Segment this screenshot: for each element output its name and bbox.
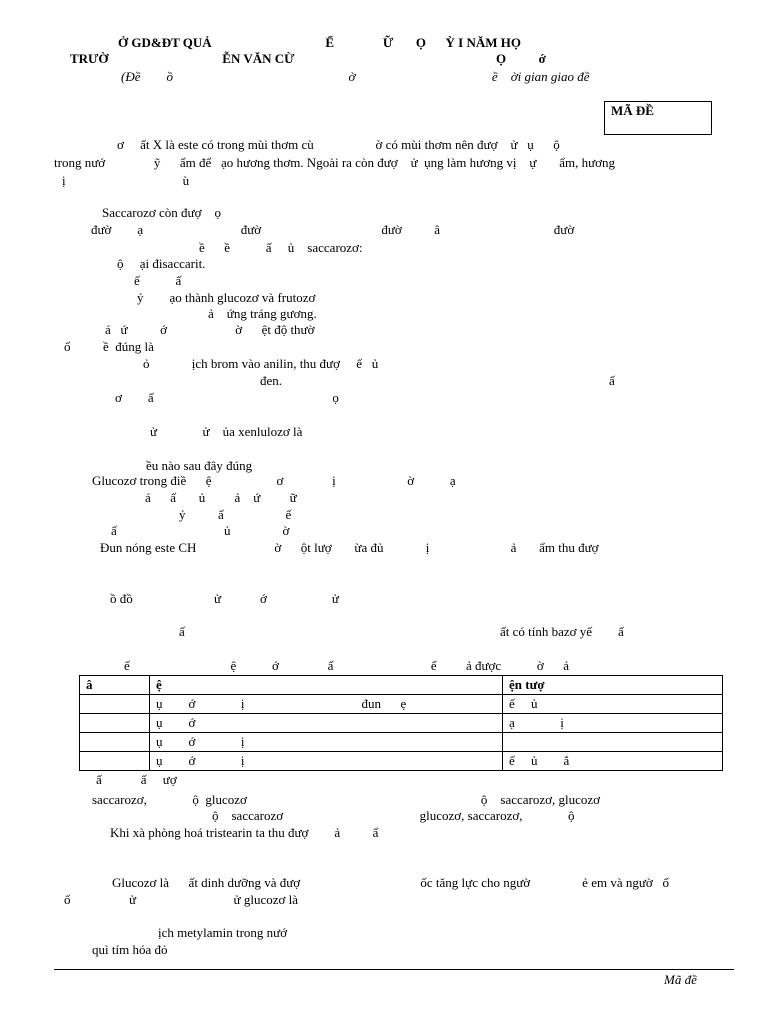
table-cell [80,714,150,733]
table-cell [503,733,723,752]
footer-divider [54,969,734,970]
text-line: ộ ại đisaccarit. [117,256,206,271]
text-line: ố ề đúng là [64,339,154,354]
text-line: ất có tính bazơ yế ấ [500,624,624,639]
table-header-cell: â [80,676,150,695]
header-line-1: Ở GD&ĐT QUẢ Ế Ữ Ọ Ỳ I NĂM HỌ [118,35,521,50]
table-cell: ế ủ ắ [503,752,723,771]
text-line: ấ [179,624,185,639]
text-line: ố ử ử glucozơ là [64,892,298,907]
footer-exam-code-label: Mã đề [664,972,697,987]
text-line: ế ệ ớ ấ ế ả được ờ ả [124,658,570,673]
exam-code-box [604,101,712,135]
text-line: ỷ ấ ế [179,507,292,522]
text-line: ế ấ [134,273,182,288]
table-cell: ụ ớ [150,714,503,733]
text-line: ả ứng tráng gương. [208,306,317,321]
table-cell: ụ ớ ị đun ẹ [150,695,503,714]
table-row [80,714,723,733]
exam-code-label: MÃ ĐỀ [611,103,654,118]
text-line: ều nào sau đây đúng [146,458,253,473]
text-line: Glucozơ là ất dinh dưỡng và đượ ốc tăng lực cho ngườ ẻ em và ngườ ố [112,875,670,890]
text-line: trong nướ ỹ ẩm để ạo hương thơm. Ngoài ra còn đượ ử ụng làm hương vị ự ẩm, hương [54,155,616,170]
table-row [80,695,723,714]
text-line: Saccarozơ còn đượ ọ [102,205,221,220]
observation-table [79,675,723,771]
text-line: á ấ ủ ả ứ ữ [145,490,297,505]
table-cell [80,752,150,771]
text-line: Khi xà phòng hoá tristearin ta thu đượ ả ẩ [110,825,379,840]
header-line-3: (Đề ồ ờ ề ời gian giao đề [121,69,590,84]
text-line: ề ề ấ ủ saccarozơ: [199,240,363,255]
table-cell: ạ ị [503,714,723,733]
text-line: saccarozơ, ộ glucozơ ộ saccarozơ, glucozơ [92,792,601,807]
table-row [80,752,723,771]
text-line: ấ ủ ờ [111,523,290,538]
table-header-cell: ệ [150,676,503,695]
text-line: đen. [260,373,283,388]
text-line: á ứ ớ ờ ệt độ thườ [105,322,315,337]
text-line: ỏ ịch brom vào anilin, thu đượ ế ủ [143,356,379,371]
text-line: ơ ấ ọ [115,390,339,405]
table-cell [80,733,150,752]
header-line-2: TRƯỜ ỄN VĂN CỪ Ọ ớ [70,51,546,66]
text-line: ử ử ủa xenlulozơ là [150,424,303,439]
table-cell: ụ ớ ị [150,752,503,771]
text-line: ộ saccarozơ glucozơ, saccarozơ, ộ [212,808,575,823]
table-header-cell: ện tượ [503,676,723,695]
text-line: ị ù [62,173,190,188]
table-row [80,733,723,752]
table-cell: ụ ớ ị [150,733,503,752]
text-line: ơ ất X là este có trong mùi thơm cù ờ có mùi thơm nên đượ ử ụ ộ [117,137,560,152]
table-cell [80,695,150,714]
table-cell: ế ủ [503,695,723,714]
text-line: ỷ ạo thành glucozơ và frutozơ [137,290,316,305]
table-header-row [80,676,723,695]
text-line: ấ [609,373,615,388]
text-line: quì tím hóa đỏ [92,942,168,957]
text-line: Glucozơ trong điề ệ ơ ị ờ ạ [92,473,456,488]
text-line: đườ ạ đườ đườ â đườ [91,222,575,237]
text-line: ịch metylamin trong nướ [158,925,288,940]
text-line: ồ đồ ử ớ ử [110,591,339,606]
text-line: ấ ấ ượ [96,772,177,787]
text-line: Đun nóng este CH ờ ột lượ ừa đủ ị ả ẩm thu đượ [100,540,599,555]
